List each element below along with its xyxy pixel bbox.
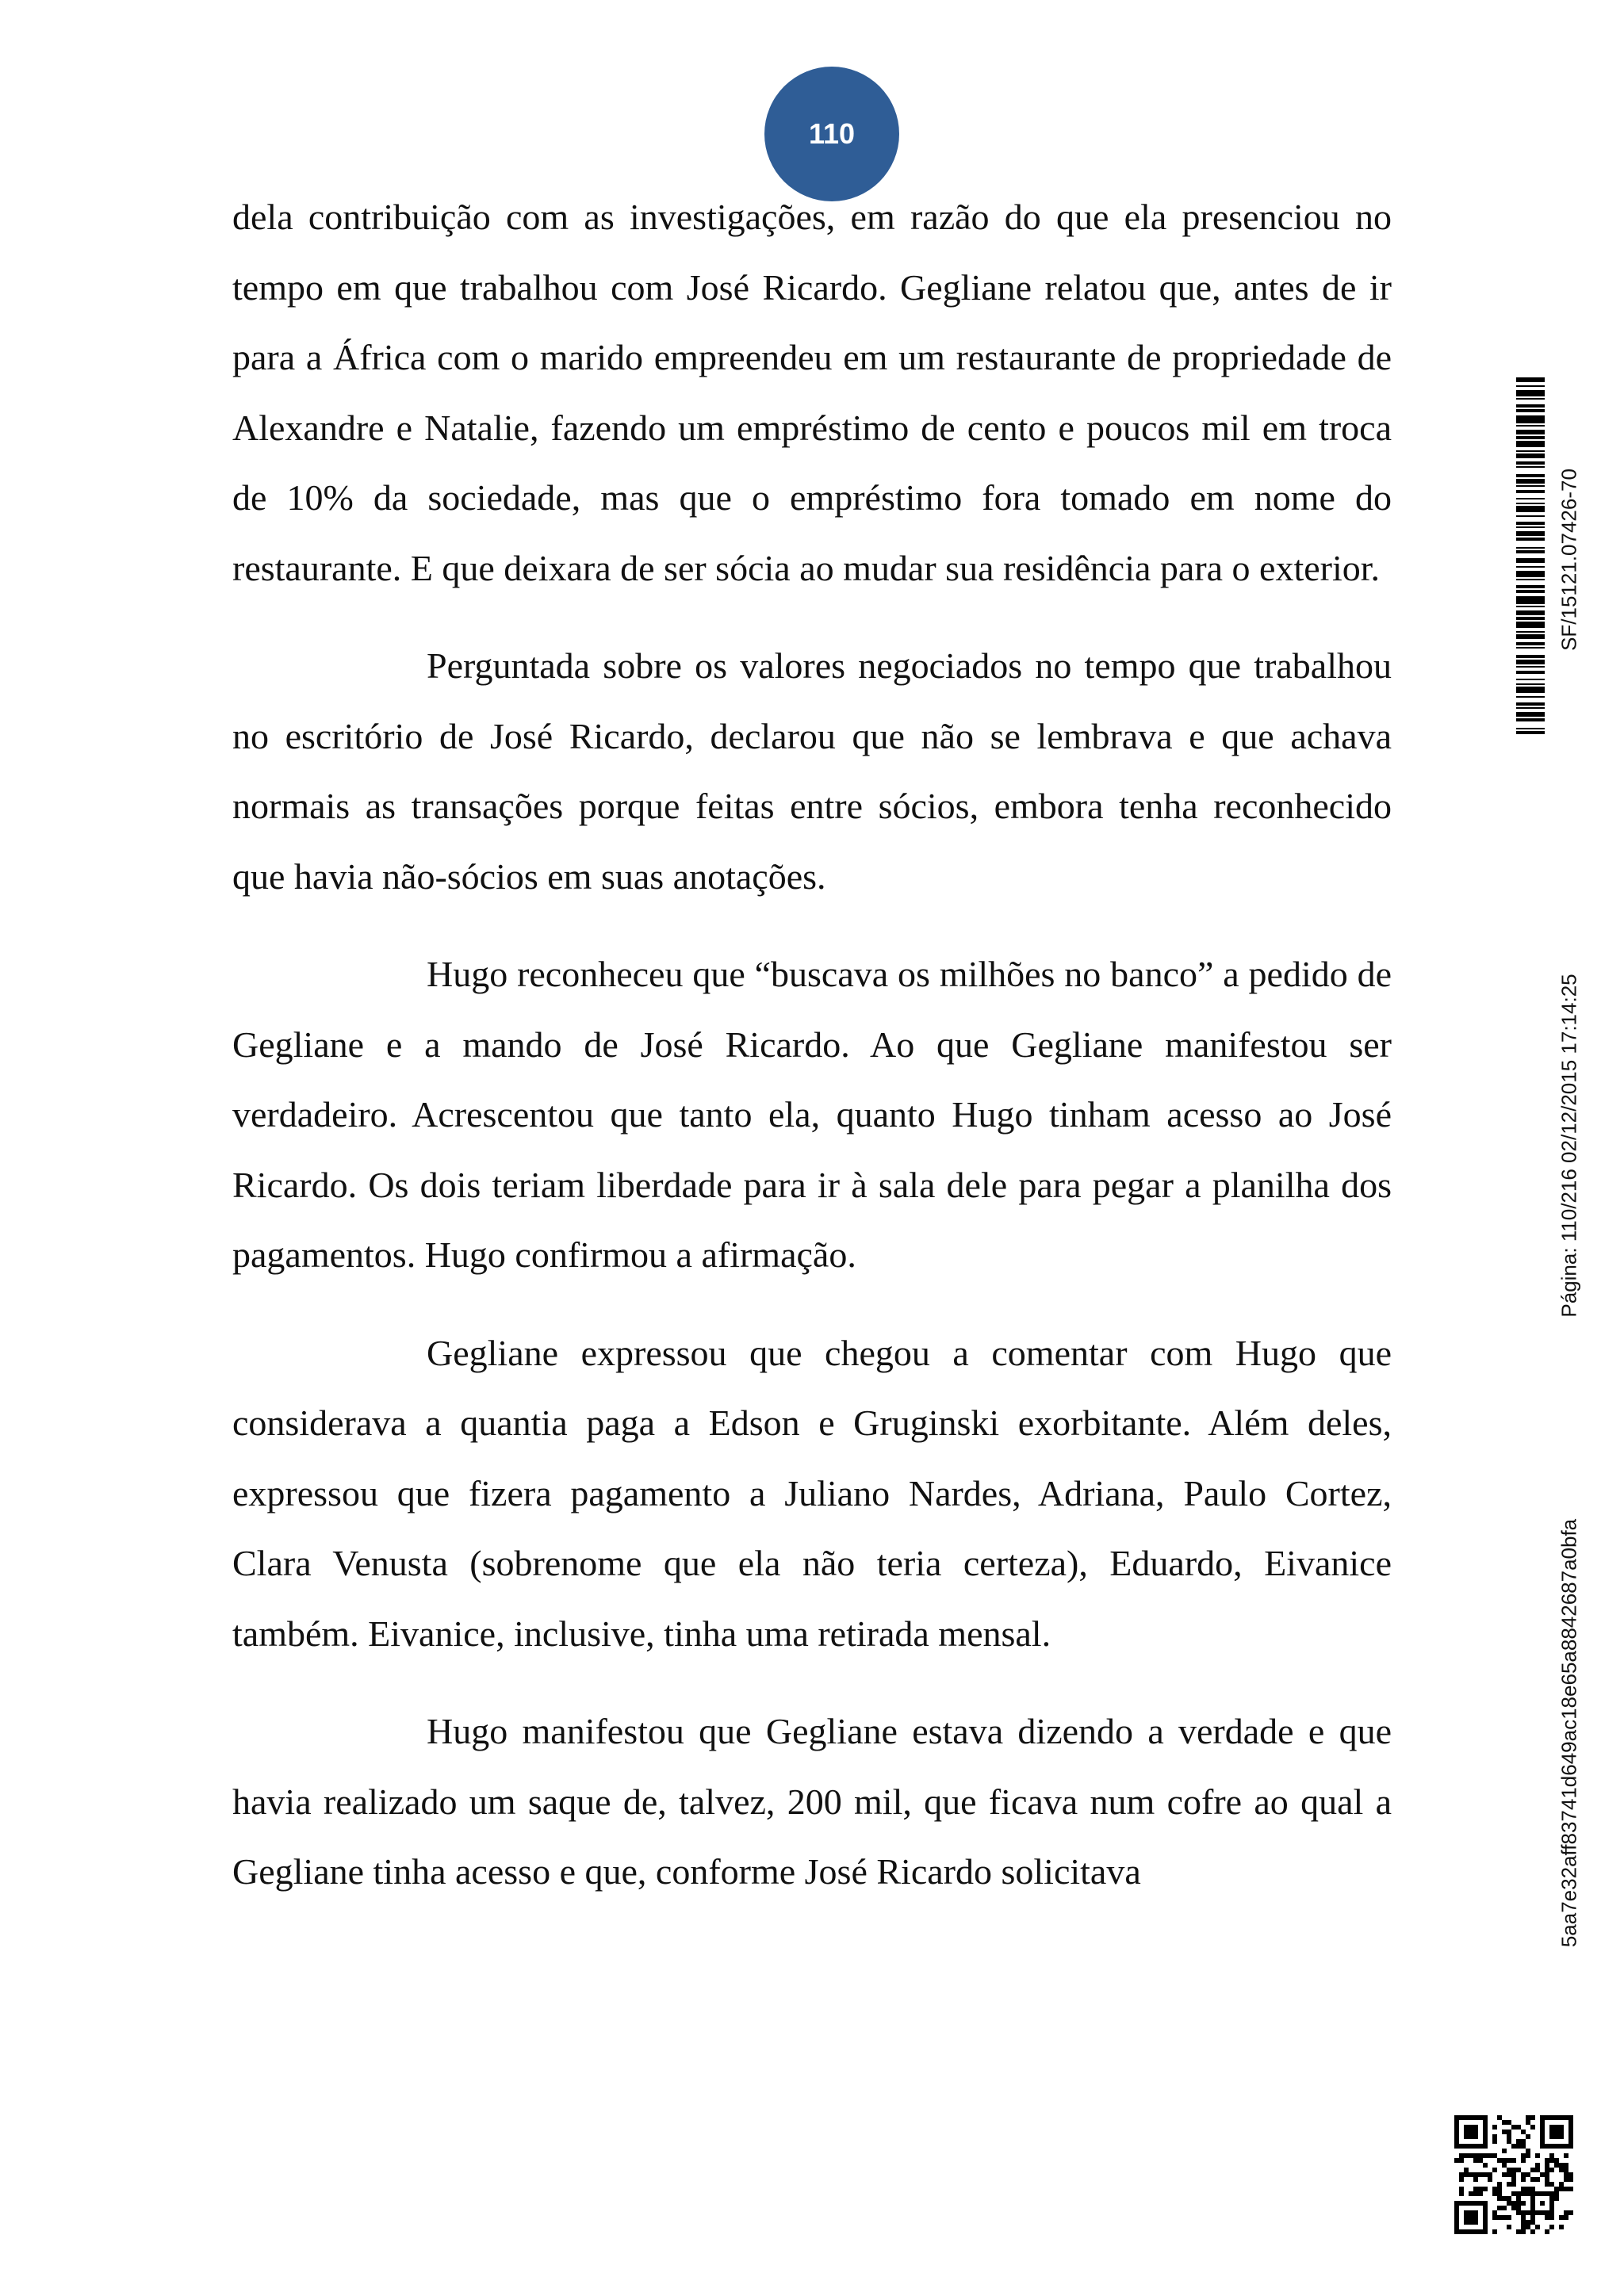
page-info-text: Página: 110/216 02/12/2015 17:14:25 xyxy=(1557,974,1581,1318)
paragraph-4: Gegliane expressou que chegou a comentar com Hugo que considerava a quantia paga a Edson e Gruginski exorbitante. Além deles, expressou que fizera pagamento a Juliano Nardes, Adriana, Paulo Cortez, Clara Venusta (sobrenome que ela não teria certeza), Eduardo, Eivanice também. Eivanice, inclusive, tinha uma retirada mensal. xyxy=(232,1332,1392,1654)
document-body xyxy=(232,182,1392,1935)
qr-code-image xyxy=(1454,2115,1573,2234)
paragraph-3: Hugo reconheceu que “buscava os milhões no banco” a pedido de Gegliane e a mando de José Ricardo. Ao que Gegliane manifestou ser verdadeiro. Acrescentou que tanto ela, quanto Hugo tinham acesso ao José Ricardo. Os dois teriam liberdade para ir à sala dele para pegar a planilha dos pagamentos. Hugo confirmou a afirmação. xyxy=(232,954,1392,1275)
paragraph-2: Perguntada sobre os valores negociados no tempo que trabalhou no escritório de José Ricardo, declarou que não se lembrava e que achava normais as transações porque feitas entre sócios, embora tenha reconhecido que havia não-sócios em suas anotações. xyxy=(232,645,1392,897)
paragraph-1: dela contribuição com as investigações, em razão do que ela presenciou no tempo em que trabalhou com José Ricardo. Gegliane relatou que, antes de ir para a África com o marido empreendeu em um restaurante de propriedade de Alexandre e Natalie, fazendo um empréstimo de cento e poucos mil em troca de 10% da sociedade, mas que o empréstimo fora tomado em nome do restaurante. E que deixara de ser sócia ao mudar sua residência para o exterior. xyxy=(232,197,1392,588)
barcode-code-text: SF/15121.07426-70 xyxy=(1557,469,1581,651)
paragraph-5: Hugo manifestou que Gegliane estava dizendo a verdade e que havia realizado um saque de, talvez, 200 mil, que ficava num cofre ao qual a Gegliane tinha acesso e que, conforme José Ricardo solicitava xyxy=(232,1711,1392,1892)
page-number-badge xyxy=(764,67,899,201)
document-hash-text: 5aa7e32aff83741d649ac18e65a8842687a0bfa xyxy=(1557,1518,1581,1948)
page-number: 110 xyxy=(808,117,856,150)
barcode-image xyxy=(1516,377,1545,742)
